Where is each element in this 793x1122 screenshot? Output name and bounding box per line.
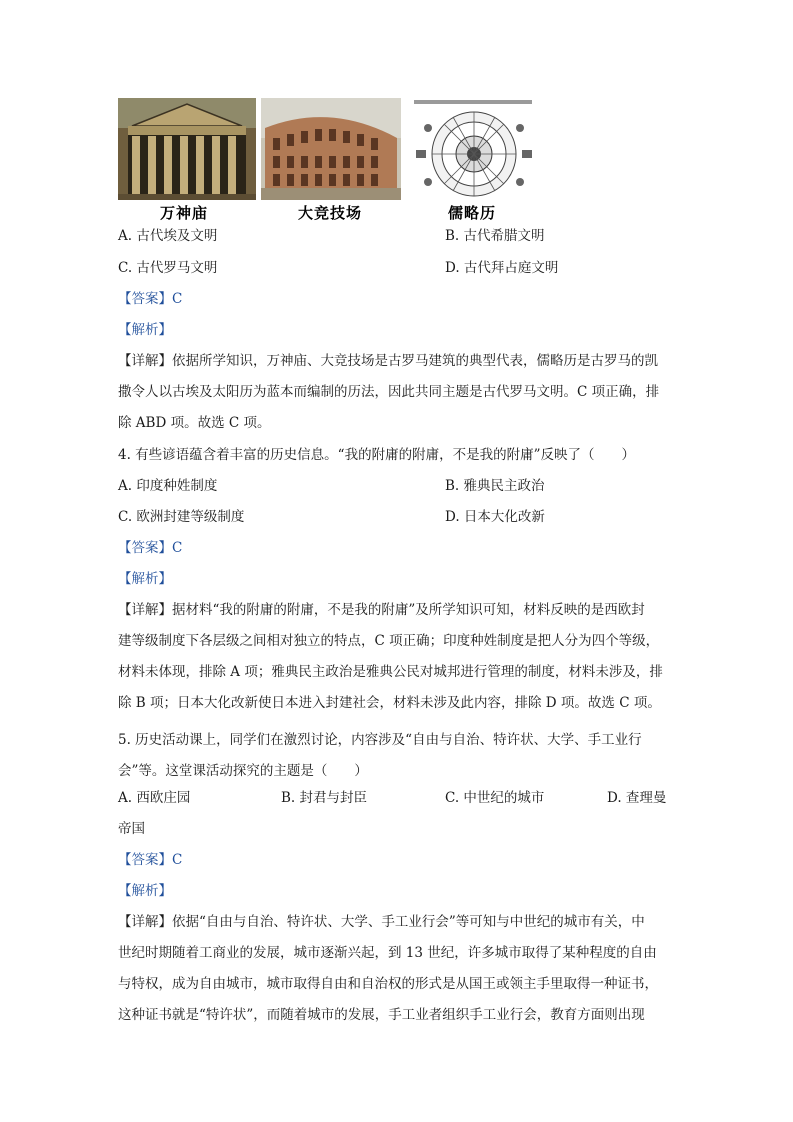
- caption-julian-calendar: 儒略历: [448, 204, 497, 222]
- colosseum-photo: [261, 98, 401, 200]
- q3-detail-line: 除 ABD 项。故选 C 项。: [118, 415, 271, 431]
- q5-question: [118, 725, 678, 787]
- q5-detail: [118, 907, 678, 1031]
- caption-colosseum: 大竞技场: [298, 204, 363, 222]
- q5-detail-line: 【详解】依据“自由与自治、特许状、大学、手工业行会”等可知与中世纪的城市有关，中: [118, 914, 645, 930]
- q4-detail-line: 建等级制度下各层级之间相对独立的特点，C 项正确；印度种姓制度是把人分为四个等级，: [118, 633, 660, 649]
- q5-option-c: C. 中世纪的城市: [445, 790, 545, 806]
- q3-option-b: B. 古代希腊文明: [445, 228, 545, 244]
- pantheon-photo: [118, 98, 256, 200]
- caption-pantheon: 万神庙: [160, 204, 209, 222]
- q5-option-d: D. 查理曼: [607, 790, 667, 806]
- q4-option-d: D. 日本大化改新: [445, 509, 545, 525]
- q3-detail-line: 撒令人以古埃及太阳历为蓝本而编制的历法，因此共同主题是古代罗马文明。C 项正确，排: [118, 384, 660, 400]
- q5-detail-line: 世纪时期随着工商业的发展，城市逐渐兴起，到 13 世纪，许多城市取得了某种程度的自由: [118, 945, 657, 961]
- q3-answer: 【答案】C: [118, 291, 183, 307]
- q3-detail: [118, 346, 678, 439]
- q4-detail-line: 除 B 项；日本大化改新使日本进入封建社会，材料未涉及此内容，排除 D 项。故选 C 项。: [118, 695, 661, 711]
- q4-analysis-label: 【解析】: [118, 571, 172, 587]
- q4-option-b: B. 雅典民主政治: [445, 478, 545, 494]
- q4-detail: [118, 595, 678, 719]
- q4-detail-line: 材料未体现，排除 A 项；雅典民主政治是雅典公民对城邦进行管理的制度，材料未涉及，排: [118, 664, 663, 680]
- q4-option-a: A. 印度种姓制度: [118, 478, 218, 494]
- q3-detail-line: 【详解】依据所学知识，万神庙、大竞技场是古罗马建筑的典型代表，儒略历是古罗马的凯: [118, 353, 658, 369]
- q5-detail-line: 与特权，成为自由城市，城市取得自由和自治权的形式是从国王或领主手里取得一种证书，: [118, 976, 658, 992]
- q5-question-line: 会”等。这堂课活动探究的主题是（ ）: [118, 763, 368, 779]
- question-3-figure: [118, 98, 538, 224]
- julian-calendar-chart: [408, 98, 538, 200]
- q5-option-b: B. 封君与封臣: [281, 790, 368, 806]
- q4-question: 4. 有些谚语蕴含着丰富的历史信息。“我的附庸的附庸，不是我的附庸”反映了（ ）: [118, 447, 635, 463]
- q3-option-d: D. 古代拜占庭文明: [445, 260, 559, 276]
- q5-detail-line: 这种证书就是“特许状”，而随着城市的发展，手工业者组织手工业行会，教育方面则出现: [118, 1007, 645, 1023]
- q4-answer: 【答案】C: [118, 540, 183, 556]
- q4-option-c: C. 欧洲封建等级制度: [118, 509, 245, 525]
- q3-analysis-label: 【解析】: [118, 322, 172, 338]
- q5-option-d-wrap: 帝国: [118, 821, 145, 837]
- q5-analysis-label: 【解析】: [118, 883, 172, 899]
- q3-option-c: C. 古代罗马文明: [118, 260, 218, 276]
- q4-detail-line: 【详解】据材料“我的附庸的附庸，不是我的附庸”及所学知识可知，材料反映的是西欧封: [118, 602, 645, 618]
- q3-option-a: A. 古代埃及文明: [118, 228, 218, 244]
- q5-option-a: A. 西欧庄园: [118, 790, 191, 806]
- q5-question-line: 5. 历史活动课上，同学们在激烈讨论，内容涉及“自由与自治、特许状、大学、手工业行: [118, 732, 642, 748]
- q5-answer: 【答案】C: [118, 852, 183, 868]
